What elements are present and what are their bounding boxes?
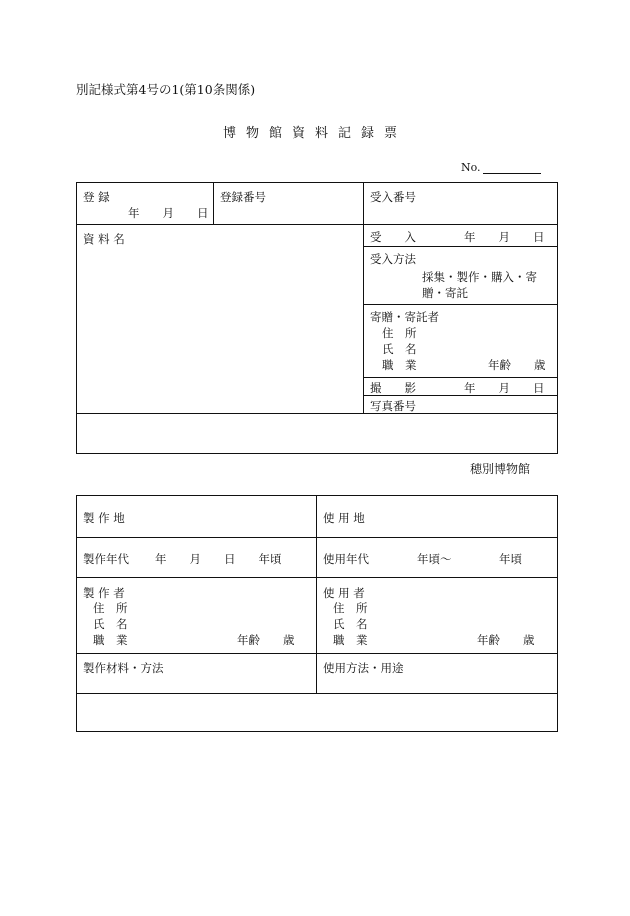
museum-name: 穂別博物館: [470, 462, 531, 476]
acceptance-date-cell[interactable]: [364, 225, 558, 247]
donor-label: 寄贈・寄託者: [370, 310, 439, 325]
production-material-cell[interactable]: [77, 654, 317, 694]
usage-era-to: 年頃: [499, 552, 522, 566]
registration-label: 登 録: [83, 190, 110, 204]
donor-age-label: 年齢 歳: [488, 358, 546, 373]
donor-cell[interactable]: [364, 305, 558, 377]
bottom-remarks-cell[interactable]: [77, 694, 558, 732]
photography-label: 撮 影: [370, 380, 416, 395]
usage-place-label: 使 用 地: [323, 511, 365, 525]
production-era-fields: 年 月 日 年頃: [155, 552, 282, 566]
producer-label: 製 作 者: [83, 586, 125, 600]
photo-number-cell[interactable]: [364, 395, 558, 413]
usage-method-label: 使用方法・用途: [323, 661, 404, 675]
production-material-label: 製作材料・方法: [83, 661, 164, 675]
acceptance-method-options-1: 採集・製作・購入・寄: [422, 270, 537, 285]
producer-age-label: 年齢 歳: [237, 633, 295, 647]
production-era-label: 製作年代: [83, 552, 129, 566]
photo-number-label: 写真番号: [370, 398, 416, 413]
registration-number-cell[interactable]: [214, 183, 364, 225]
usage-method-cell[interactable]: [317, 654, 558, 694]
material-name-label: 資 料 名: [83, 232, 125, 246]
producer-address-label: 住 所: [93, 601, 128, 615]
production-place-label: 製 作 地: [83, 511, 125, 525]
acceptance-method-label: 受入方法: [370, 252, 416, 267]
usage-place-cell[interactable]: [317, 496, 558, 538]
registration-number-label: 登録番号: [220, 190, 266, 204]
producer-name-label: 氏 名: [93, 617, 128, 631]
document-title: 博物館資料記録票: [222, 126, 407, 141]
user-name-label: 氏 名: [333, 617, 368, 631]
photography-cell[interactable]: [364, 377, 558, 395]
acceptance-method-options-2: 贈・寄託: [422, 286, 468, 301]
user-cell[interactable]: [317, 578, 558, 654]
photography-date: 年 月 日: [464, 380, 545, 395]
acceptance-date: 年 月 日: [464, 230, 545, 244]
donor-name-label: 氏 名: [382, 342, 417, 357]
donor-occupation-label: 職 業: [382, 358, 417, 373]
producer-occupation-label: 職 業: [93, 633, 128, 647]
acceptance-number-label: 受入番号: [370, 190, 416, 204]
material-name-cell[interactable]: [77, 225, 364, 414]
acceptance-label: 受 入: [370, 230, 416, 244]
form-number: 別記様式第4号の1(第10条関係): [76, 82, 256, 97]
usage-era-cell[interactable]: [317, 538, 558, 578]
user-age-label: 年齢 歳: [477, 633, 535, 647]
record-number-blank[interactable]: [483, 161, 541, 174]
record-number-label: No.: [461, 161, 481, 174]
user-address-label: 住 所: [333, 601, 368, 615]
acceptance-method-cell[interactable]: [364, 247, 558, 305]
acceptance-number-cell[interactable]: [364, 183, 558, 225]
top-remarks-cell[interactable]: [77, 414, 558, 454]
registration-date: 年 月 日: [128, 206, 209, 220]
registration-cell[interactable]: [77, 183, 214, 225]
top-record-form: [76, 182, 558, 454]
production-place-cell[interactable]: [77, 496, 317, 538]
production-era-cell[interactable]: [77, 538, 317, 578]
donor-address-label: 住 所: [382, 326, 417, 341]
user-occupation-label: 職 業: [333, 633, 368, 647]
bottom-record-form: [76, 495, 558, 732]
user-label: 使 用 者: [323, 586, 365, 600]
usage-era-from: 年頃〜: [417, 552, 452, 566]
record-number-field[interactable]: [461, 161, 541, 174]
usage-era-label: 使用年代: [323, 552, 369, 566]
producer-cell[interactable]: [77, 578, 317, 654]
